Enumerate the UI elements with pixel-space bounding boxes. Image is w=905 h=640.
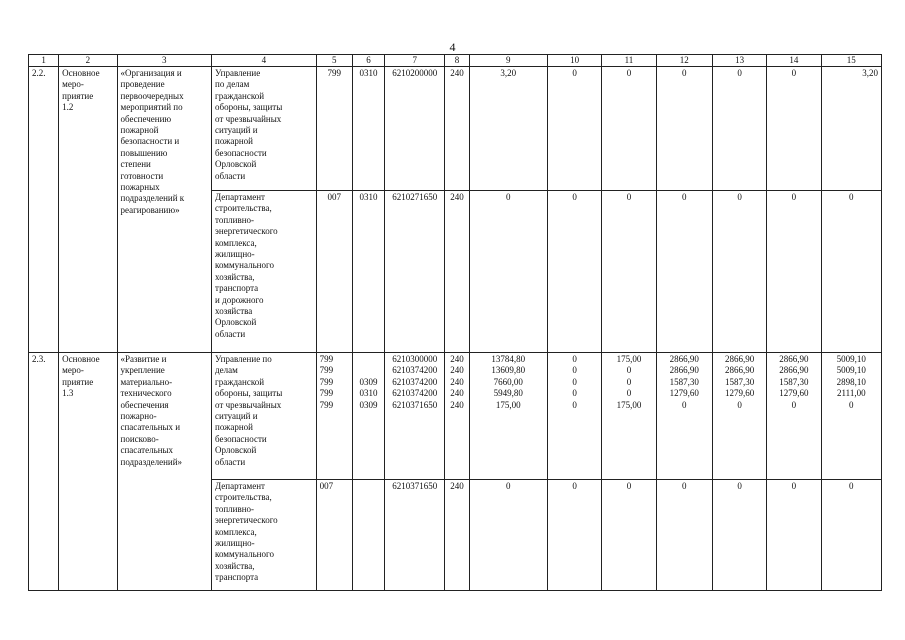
row-number: 2.3. (29, 353, 59, 591)
target-code: 6210300000 6210374200 6210374200 6210374200 6210371650 (385, 353, 445, 480)
year-value: 0 (547, 67, 601, 191)
target-code: 6210371650 (385, 480, 445, 591)
year-value: 0 (547, 191, 601, 353)
measure-name: «Развитие и укрепление материально- технического обеспечения пожарно- спасательных и поисково- спасательных подразделений» (117, 353, 212, 591)
year-value: 175,00 0 0 0 175,00 (602, 353, 656, 480)
executor: Управление по делам гражданской обороны, защиты от чрезвычайных ситуаций и пожарной безопасности Орловской области (212, 67, 317, 191)
header-cell: 2 (59, 55, 117, 67)
header-cell: 8 (445, 55, 469, 67)
year-value: 0 (602, 480, 656, 591)
year-value: 0 (602, 67, 656, 191)
year-value: 5009,10 5009,10 2898,10 2111,00 0 (821, 353, 881, 480)
year-value: 0 (656, 67, 712, 191)
year-value: 0 (821, 480, 881, 591)
grbs-code: 799 (316, 67, 352, 191)
header-cell: 4 (212, 55, 317, 67)
year-value: 2866,90 2866,90 1587,30 1279,60 0 (712, 353, 766, 480)
section-code: 0309 0310 0309 (352, 353, 384, 480)
row-number: 2.2. (29, 67, 59, 353)
year-value: 0 (767, 480, 821, 591)
header-cell: 6 (352, 55, 384, 67)
expense-type: 240 (445, 480, 469, 591)
year-value: 0 (656, 191, 712, 353)
target-code: 6210200000 (385, 67, 445, 191)
total-value: 13784,80 13609,80 7660,00 5949,80 175,00 (469, 353, 547, 480)
year-value: 0 (767, 191, 821, 353)
year-value: 0 (602, 191, 656, 353)
header-cell: 11 (602, 55, 656, 67)
expense-type: 240 240 240 240 240 (445, 353, 469, 480)
year-value: 0 0 0 0 0 (547, 353, 601, 480)
header-cell: 5 (316, 55, 352, 67)
year-value: 0 (821, 191, 881, 353)
program-table (28, 54, 882, 591)
header-cell: 9 (469, 55, 547, 67)
year-value: 3,20 (821, 67, 881, 191)
grbs-code: 007 (316, 480, 352, 591)
header-row (29, 55, 882, 67)
year-value: 0 (656, 480, 712, 591)
total-value: 0 (469, 480, 547, 591)
executor: Управление по делам гражданской обороны, защиты от чрезвычайных ситуаций и пожарной безопасности Орловской области (212, 353, 317, 480)
header-cell: 10 (547, 55, 601, 67)
measure-type: Основное меро- приятие 1.2 (59, 67, 117, 353)
table-row (29, 353, 882, 480)
header-cell: 13 (712, 55, 766, 67)
measure-type: Основное меро- приятие 1.3 (59, 353, 117, 591)
grbs-code: 007 (316, 191, 352, 353)
section-code: 0310 (352, 191, 384, 353)
measure-name: «Организация и проведение первоочередных мероприятий по обеспечению пожарной безопасности и повышению степени готовности пожарных подразделений к реагированию» (117, 67, 212, 353)
executor: Департамент строительства, топливно- энергетического комплекса, жилищно- коммунального хозяйства, транспорта и дорожного хозяйства Орловской области (212, 191, 317, 353)
header-cell: 7 (385, 55, 445, 67)
header-cell: 1 (29, 55, 59, 67)
year-value: 2866,90 2866,90 1587,30 1279,60 0 (767, 353, 821, 480)
section-code: 0310 (352, 67, 384, 191)
year-value: 0 (712, 67, 766, 191)
expense-type: 240 (445, 191, 469, 353)
year-value: 0 (712, 191, 766, 353)
total-value: 0 (469, 191, 547, 353)
target-code: 6210271650 (385, 191, 445, 353)
header-cell: 15 (821, 55, 881, 67)
total-value: 3,20 (469, 67, 547, 191)
header-cell: 12 (656, 55, 712, 67)
section-code (352, 480, 384, 591)
year-value: 0 (547, 480, 601, 591)
table-row (29, 67, 882, 191)
header-cell: 14 (767, 55, 821, 67)
executor: Департамент строительства, топливно- энергетического комплекса, жилищно- коммунального хозяйства, транспорта (212, 480, 317, 591)
expense-type: 240 (445, 67, 469, 191)
year-value: 2866,90 2866,90 1587,30 1279,60 0 (656, 353, 712, 480)
header-cell: 3 (117, 55, 212, 67)
page-number: 4 (449, 40, 456, 54)
year-value: 0 (712, 480, 766, 591)
year-value: 0 (767, 67, 821, 191)
grbs-code: 799 799 799 799 799 (316, 353, 352, 480)
